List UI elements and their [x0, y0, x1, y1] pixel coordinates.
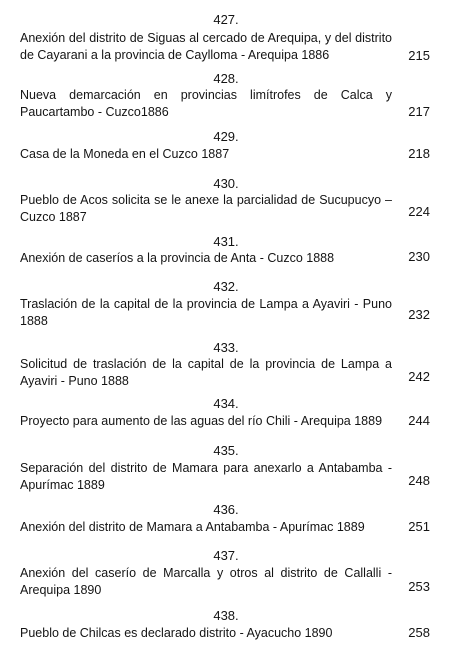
- entry-page-number: 217: [408, 104, 430, 119]
- entry-number: 436.: [213, 502, 239, 517]
- entry-title: Anexión de caseríos a la provincia de Anta - Cuzco 1888: [20, 251, 335, 265]
- entry-title: Solicitud de traslación de la capital de la provincia de Lampa a Ayaviri - Puno 1888: [20, 357, 392, 388]
- entry-number: 431.: [213, 234, 239, 249]
- entry-number: 438.: [213, 608, 239, 623]
- entry-page-number: 232: [408, 307, 430, 322]
- entry-title: Anexión del distrito de Mamara a Antabamba - Apurímac 1889: [20, 520, 365, 534]
- entry-number: 427.: [213, 12, 239, 27]
- entry-title: Proyecto para aumento de las aguas del río Chili - Arequipa 1889: [20, 414, 383, 428]
- entry-title: Anexión del caserío de Marcalla y otros al distrito de Callalli - Arequipa 1890: [20, 566, 392, 597]
- entry-number: 430.: [213, 176, 239, 191]
- entry-page-number: 230: [408, 249, 430, 264]
- entry-page-number: 253: [408, 579, 430, 594]
- entry-number: 428.: [213, 71, 239, 86]
- entry-page-number: 218: [408, 146, 430, 161]
- entry-title: Traslación de la capital de la provincia de Lampa a Ayaviri - Puno 1888: [20, 297, 392, 328]
- entry-number: 432.: [213, 279, 239, 294]
- entry-title: Nueva demarcación en provincias limítrofes de Calca y Paucartambo - Cuzco1886: [20, 88, 392, 119]
- entry-title: Pueblo de Chilcas es declarado distrito - Ayacucho 1890: [20, 626, 333, 640]
- entry-title: Casa de la Moneda en el Cuzco 1887: [20, 147, 230, 161]
- entry-page-number: 244: [408, 413, 430, 428]
- entry-page-number: 224: [408, 204, 430, 219]
- entry-title: Separación del distrito de Mamara para anexarlo a Antabamba - Apurímac 1889: [20, 461, 392, 492]
- entry-number: 435.: [213, 443, 239, 458]
- entry-page-number: 251: [408, 519, 430, 534]
- entry-number: 437.: [213, 548, 239, 563]
- entry-page-number: 248: [408, 473, 430, 488]
- entry-page-number: 258: [408, 625, 430, 640]
- entry-number: 434.: [213, 396, 239, 411]
- entry-page-number: 215: [408, 48, 430, 63]
- entry-number: 433.: [213, 340, 239, 355]
- entry-page-number: 242: [408, 369, 430, 384]
- entry-number: 429.: [213, 129, 239, 144]
- entry-title: Anexión del distrito de Siguas al cercado de Arequipa, y del distrito de Cayarani a la provincia de Caylloma - Arequipa 1886: [20, 31, 392, 62]
- entry-title: Pueblo de Acos solicita se le anexe la parcialidad de Sucupucyo – Cuzco 1887: [20, 193, 392, 224]
